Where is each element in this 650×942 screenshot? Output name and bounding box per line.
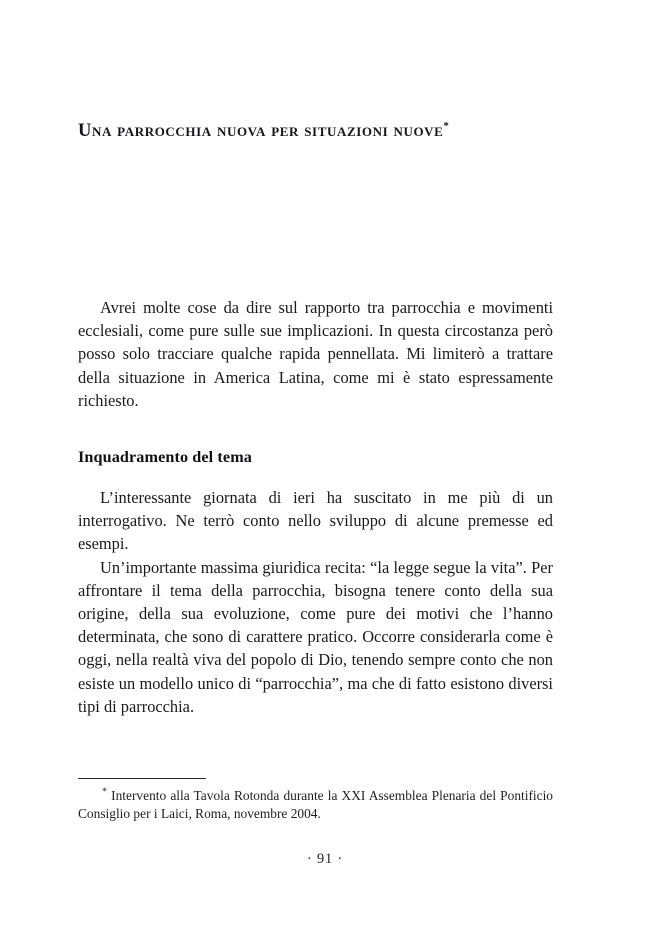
chapter-title-text: Una parrocchia nuova per situazioni nuove: [78, 121, 444, 142]
page-title: [78, 120, 558, 143]
footnote-separator-rule: [78, 778, 206, 779]
footnote-text: [78, 787, 553, 824]
paragraph-massima: Un’importante massima giuridica recita: “la legge segue la vita”. Per affrontare il tema della parrocchia, bisogna tenere conto della sua origine, della sua evoluzione, come pure dei motivi che l’hanno determinata, che sono di carattere pratico. Occorre considerarla come è oggi, nella realtà viva del popolo di Dio, tenendo sempre conto che non esiste un modello unico di “parrocchia”, ma che di fatto esistono diversi tipi di parrocchia.: [78, 557, 553, 716]
paragraph-intro: Avrei molte cose da dire sul rapporto tra parrocchia e movimenti ecclesiali, come pure sulle sue implicazioni. In questa circostanza però posso solo tracciare qualche rapida pennellata. Mi limiterò a trattare della situazione in America Latina, come mi è stato espressamente richiesto.: [78, 298, 553, 410]
footnote-body: Intervento alla Tavola Rotonda durante la XXI Assemblea Plenaria del Pontificio Consiglio per i Laici, Roma, novembre 2004.: [78, 788, 553, 822]
heading-spacer: [78, 469, 553, 486]
footnote-area: [78, 778, 553, 824]
title-footnote-reference: *: [443, 120, 449, 133]
section-heading: Inquadramento del tema: [78, 448, 252, 467]
page-number: · 91 ·: [307, 851, 343, 867]
paragraph-premesse: L’interessante giornata di ieri ha suscitato in me più di un interrogativo. Ne terrò conto nello sviluppo di alcune premesse ed esempi.: [78, 488, 553, 554]
footnote-marker: *: [102, 786, 107, 798]
body-text-block: [78, 296, 553, 718]
paragraph-spacer: [78, 412, 553, 446]
